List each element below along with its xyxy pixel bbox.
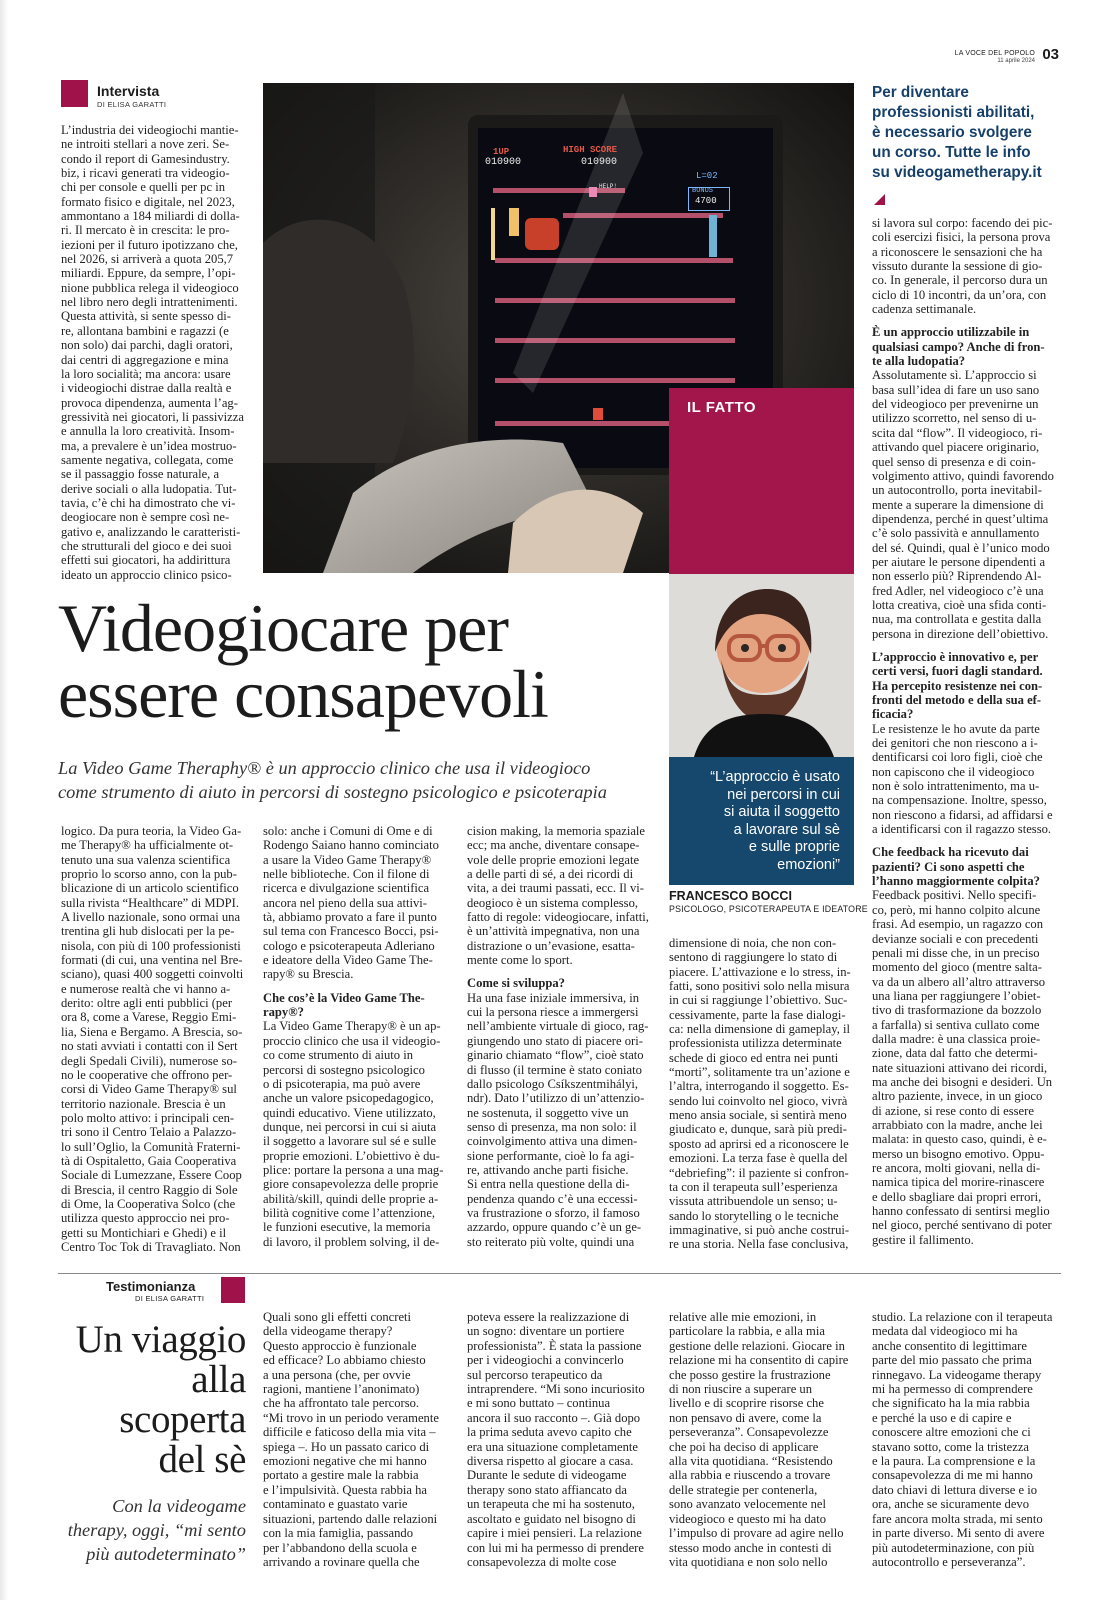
column-5-text-b: Assolutamente sì. L’approccio si basa sull’idea di fare un uso sano del videogioco per prevenirne un utilizzo scorretto, nel senso di u- scita dal “flow”. Il videogioco, ri- attivando quel piacere originario, quel senso di presenza e di coin- volgimento attivo, quindi favorendo un autocontrollo, porta inevitabil- mente a superare la dimensione di dipendenza, perché in quest’ultima c’è solo passività e annullamento del sé. Quindi, qual è l’unico modo per aiutare le persone dipendenti a non esserlo più? Riprendendo Al- fred Adler, nel videogioco c’è una lotta creativa, cioè una sfida conti- nua, ma controllata e gestita dalla persona in direzione dell’obiettivo. [872,368,1054,641]
testimony-subhead: Con la videogame therapy, oggi, “mi sento più autodeterminato” [67,1496,246,1564]
section-byline: DI ELISA GARATTI [97,100,167,109]
main-subhead: La Video Game Theraphy® è un approccio clinico che usa il videogioco come strumento di aiuto in percorsi di sostegno psicologico e psicoterapia [58,758,607,802]
hud-level: L=02 [696,171,718,181]
hud-high-score-label: HIGH SCORE [563,145,618,155]
section-label: Intervista [97,83,160,99]
testimony-column-4: studio. La relazione con il terapeuta medata dal videogioco mi ha anche consentito di legittimare parte del mio passato che prima rinnegavo. La videogame therapy mi ha permesso di comprendere che significato ha la mia rabbia e perché la uso e di capire e conoscere altre emozioni che ci stavano sotto, come la tristezza e la paura. La comprensione e la consapevolezza di me mi hanno dato chiavi di lettura diverse e io ora, anche se sicuramente devo fare ancora molta strada, mi sento in parte diverso. Mi sento di avere più autodeterminazione, con più autocontrollo e perseveranza”. [872,1310,1053,1569]
column-5-text-c: Le resistenze le ho avute da parte dei genitori che non riescono a i- dentificarsi coi loro figli, cioè che non capiscono che il videogioco non è solo intrattenimento, ma u- na compensazione. Inoltre, spesso, non riescono a fidarsi, ad affidarsi e a identificarsi con il ragazzo stesso. [872,721,1053,837]
article-column-3 [467,824,654,1249]
pull-quote-text: “L’approccio è usato nei percorsi in cui si aiuta il soggetto a lavorare sul sè e sulle proprie emozioni” [710,769,840,873]
portrait-illustration [669,574,854,757]
testimony-label: Testimonianza [106,1279,196,1294]
column-5-text-d: Feedback positivi. Nello specifi- co, però, mi hanno colpito alcune frasi. Ad esempio, un ragazzo con devianze sociali e con precedenti penali mi disse che, in un preciso momento del gioco (mentre salta- va da un albero all’altro attraverso una liana per raggiungere l’obiet- tivo di trasformazione da bozzolo a farfalla) si sentiva cullato come dalla madre: è una classica proie- zione, data dal fatto che determi- nate situazioni attivano dei ricordi, ma anche dei bisogni e desideri. Un altro paziente, invece, in un gioco di azione, si rese conto di essere arrabbiato con la madre, anche lei malata: in questo caso, quindi, è e- merso un bisogno emotivo. Oppu- re ancora, molti giovani, nella di- namica tipica del morire-rinascere e dello sbagliare dai propri errori, hanno confessato di sentirsi meglio nel gioco, perché sentivano di poter gestire il fallimento. [872,888,1053,1247]
hud-1up-score: 010900 [485,157,522,168]
question-feedback: Che feedback ha ricevuto dai pazienti? Ci sono aspetti che l’hanno maggiormente colpita? [872,845,1040,889]
column-3-text-a: cision making, la memoria spaziale ecc; ma anche, diventare consape- vole delle proprie emozioni legate a delle parti di sé, a dei ricordi di vita, a dei traumi passati, ecc. Il vi- deogioco è un sistema complesso, fatto di regole: videogiocare, infatti, è un’attività impegnativa, non una distrazione o un’evasione, esatta- mente come lo sport. [467,824,649,968]
hud-help-text: HELP! [599,183,618,190]
column-5-text-a: si lavora sul corpo: facendo dei pic- coli esercizi fisici, la persona prova a riconoscere le sensazioni che ha vissuto durante la sessione di gio- co. In generale, il percorso dura un ciclo di 10 incontri, da un’ora, con cadenza settimanale. [872,216,1053,317]
sidebar-triangle-icon [874,194,885,205]
column-2-text-b: La Video Game Therapy® è un ap- proccio clinico che usa il videogio- co come strumento di aiuto in percorsi di sostegno psicologico o di psicoterapia, ma può avere anche un valore psicopedagogico, quindi educativo. Viene utilizzato, dunque, nei percorsi in cui si aiuta il soggetto a lavorare sul sé e sulle proprie emozioni. L’obiettivo è du- plice: portare la persona a una mag- giore consapevolezza delle proprie abilità/skill, quindi delle proprie a- bilità cognitive come l’attenzione, le funzioni esecutive, la memoria di lavoro, il problem solving, il de- [263,1019,444,1249]
page-shadow [0,0,8,1600]
il-fatto-box [669,388,854,574]
testimony-marker [221,1277,245,1303]
hud-bonus-label: BONUS [692,187,714,195]
sidebar-info: Per diventare professionisti abilitati, è necessario svolgere un corso. Tutte le info su videogametherapy.it [872,84,1042,181]
testimony-column-1: Quali sono gli effetti concreti della videogame therapy? Questo approccio è funzionale ed efficace? Lo abbiamo chiesto a una persona (che, per ovvie ragioni, mantiene l’anonimato) che ha affrontato tale percorso. “Mi trovo in un periodo veramente difficile e faticoso della mia vita – spiega –. Ho un passato carico di emozioni negative che mi hanno portato a gestire male la rabbia e l’impulsività. Questa rabbia ha contaminato e guastato varie situazioni, partendo dalle relazioni con la mia famiglia, passando per l’abbandono della scuola e arrivando a rovinare quella che [263,1310,439,1569]
author-role: PSICOLOGO, PSICOTERAPEUTA E IDEATORE [669,904,868,914]
question-any-field: È un approccio utilizzabile in qualsiasi campo? Anche di fron- te alla ludopatia? [872,325,1045,369]
testimony-column-2: poteva essere la realizzazione di un sogno: diventare un portiere professionista”. È stata la passione per i videogiochi a convincerlo sul percorso terapeutico da intraprendere. “Mi sono incuriosito e mi sono buttato – continua ancora il suo racconto –. Già dopo la prima seduta avevo capito che era una situazione completamente diversa rispetto al giocare a casa. Durante le sedute di videogame therapy sono stato affiancato da un terapeuta che mi ha sostenuto, ascoltato e guidato nel bisogno di capire i miei pensieri. La relazione con lui mi ha permesso di prendere consapevolezza di molte cose [467,1310,645,1569]
testimony-byline: DI ELISA GARATTI [135,1294,205,1303]
pull-quote [669,757,854,885]
article-column-5 [872,216,1056,1247]
il-fatto-label: IL FATTO [687,399,757,416]
author-portrait [669,574,854,757]
page-number: 03 [1042,46,1059,63]
author-name: FRANCESCO BOCCI [669,889,792,903]
intro-text: L’industria dei videogiochi mantie- ne introiti stellari a nove zeri. Se- condo il report di Gamesindustry. biz, i ricavi generati tra videogio- chi per console e quelli per pc in formato fisico e digitale, nel 2023, ammontano a 184 miliardi di dolla- ri. Il mercato è in crescita: le pro- iezioni per il futuro ipotizzano che, nel 2026, si arriverà a quota 205,7 miliardi. Eppure, da sempre, l’opi- nione pubblica relega il videogioco nel libro nero degli intrattenimenti. Questa attività, si sente spesso di- re, allontana bambini e ragazzi (e non solo) dai parchi, dagli oratori, dai centri di aggregazione e mina la loro socialità; ma ancora: usare i videogiochi distrae dalla realtà e provoca dipendenza, aumenta l’ag- gressività nei giocatori, li passivizza e annulla la loro creatività. Insom- ma, a prevalere è un’idea mostruo- samente negativa, collegata, come se il passaggio fosse naturale, a derive sociali o alla ludopatia. Tut- tavia, c’è chi ha dimostrato che vi- deogiocare non è sempre così ne- gativo e, analizzando le caratteristi- che strutturali del gioco e dei suoi effetti sui giocatori, ha addirittura ideato un approccio clinico psico- [61,123,244,582]
section-divider [58,1273,1061,1274]
question-development: Come si sviluppa? [467,976,565,991]
question-what-is: Che cos’è la Video Game The- rapy®? [263,990,425,1020]
question-resistance: L’approccio è innovativo e, per certi versi, fuori dagli standard. Ha percepito resistenze nei con- fronti del metodo e della sua ef- ficacia? [872,649,1043,722]
column-2-text-a: solo: anche i Comuni di Ome e di Rodengo Saiano hanno cominciato a usare la Video Game Therapy® nelle biblioteche. Con il filone di ricerca e divulgazione scientifica ancora nel pieno della sua attivi- tà, abbiamo provato a fare il punto sul tema con Francesco Bocci, psi- cologo e psicoterapeuta Adleriano e ideatore della Video Game The- rapy® su Brescia. [263,824,439,982]
hud-bonus-value: 4700 [695,196,717,206]
testimony-column-3: relative alle mie emozioni, in particolare la rabbia, e alla mia gestione delle relazioni. Giocare in relazione mi ha consentito di capire che posso gestire la frustrazione di non riuscire a superare un livello e di scoprire risorse che non pensavo di avere, come la perseveranza”. Consapevolezze che poi ha deciso di applicare alla vita quotidiana. “Resistendo alla rabbia e riuscendo a trovare delle strategie per contenerla, sono avanzato velocemente nel videogioco e questo mi ha dato l’impulso di provare ad agire nello stesso modo anche in contesti di vita quotidiana e non solo nello [669,1310,849,1569]
hud-1up-label: 1UP [493,147,510,157]
issue-date: 11 aprile 2024 [997,58,1035,64]
article-column-4: dimensione di noia, che non con- sentono di raggiungere lo stato di piacere. L’attivazione e lo stress, in- fatti, sono positivi solo nella misura in cui si raggiunge l’obiettivo. Suc- cessivamente, parte la fase dialogi- ca: nella dimensione di gameplay, il professionista utilizza determinate schede di gioco ed entra nei punti “morti”, solitamente tra un’azione e l’altra, interrogando il soggetto. Es- sendo lui coinvolto nel gioco, vivrà meno ansia sociale, si sentirà meno giudicato e, dunque, sarà più predi- sposto ad aprirsi ed a riconoscere le emozioni. La terza fase è quella del “debriefing”: il paziente si confron- ta con il terapeuta sull’esperienza vissuta attribuendole un senso; u- sando lo storytelling o le tecniche immaginative, si può anche costrui- re una storia. Nella fase conclusiva, [669,936,851,1252]
masthead [955,50,1035,65]
section-marker [61,80,88,107]
main-headline: Videogiocare per essere consapevoli [58,590,548,732]
article-column-2 [263,824,450,1249]
hud-high-score: 010900 [581,157,618,168]
column-3-text-b: Ha una fase iniziale immersiva, in cui la persona riesce a immergersi nell’ambiente virtuale di gioco, rag- giungendo uno stato di piacere ori- ginario chiamato “flow”, cioè stato di flusso (il termine è stato coniato dallo psicologo Csíkszentmihályi, ndr). Dato l’utilizzo di un’attenzio- ne sostenuta, il soggetto vive un senso di presenza, ma non solo: il coinvolgimento attiva una dimen- sione performante, cioè lo fa agi- re, attivando anche parti fisiche. Si entra nella questione della di- pendenza quando c’è una eccessi- va frustrazione o sforzo, il famoso azzardo, oppure quando c’è un ge- sto reiterato più volte, quindi una [467,990,649,1249]
testimony-headline: Un viaggio alla scoperta del sè [75,1318,246,1481]
paper-name: LA VOCE DEL POPOLO [954,50,1035,57]
article-column-1: logico. Da pura teoria, la Video Ga- me Therapy® ha ufficialmente ot- tenuto una sua valenza scientifica proprio lo scorso anno, con la pub- blicazione di un articolo scientifico sulla rivista “Healthcare” di MDPI. A livello nazionale, sono ormai una trentina gli hub dislocati per la pe- nisola, con più di 100 professionisti formati (di cui, una ventina nel Bre- sciano), quasi 400 soggetti coinvolti e numerose realtà che vi hanno a- derito: oltre agli enti pubblici (per ora 8, come a Varese, Reggio Emi- lia, Siena e Bergamo. A Brescia, so- no stati avviati i contatti con il Sert degli Spedali Civili), numerose so- no le cooperative che offrono per- corsi di Video Game Therapy® sul territorio nazionale. Brescia è un polo molto attivo: i principali cen- tri sono il Centro Telaio a Palazzo- lo sull’Oglio, la Comunità Fraterni- tà di Ospitaletto, Gaia Cooperativa Sociale di Lumezzane, Essere Coop di Brescia, il centro Raggio di Sole di Ome, la Cooperativa Solco (che utilizza questo approccio nei pro- getti su Montichiari e Ghedi) e il Centro Toc Tok di Travagliato. Non [61,824,244,1254]
